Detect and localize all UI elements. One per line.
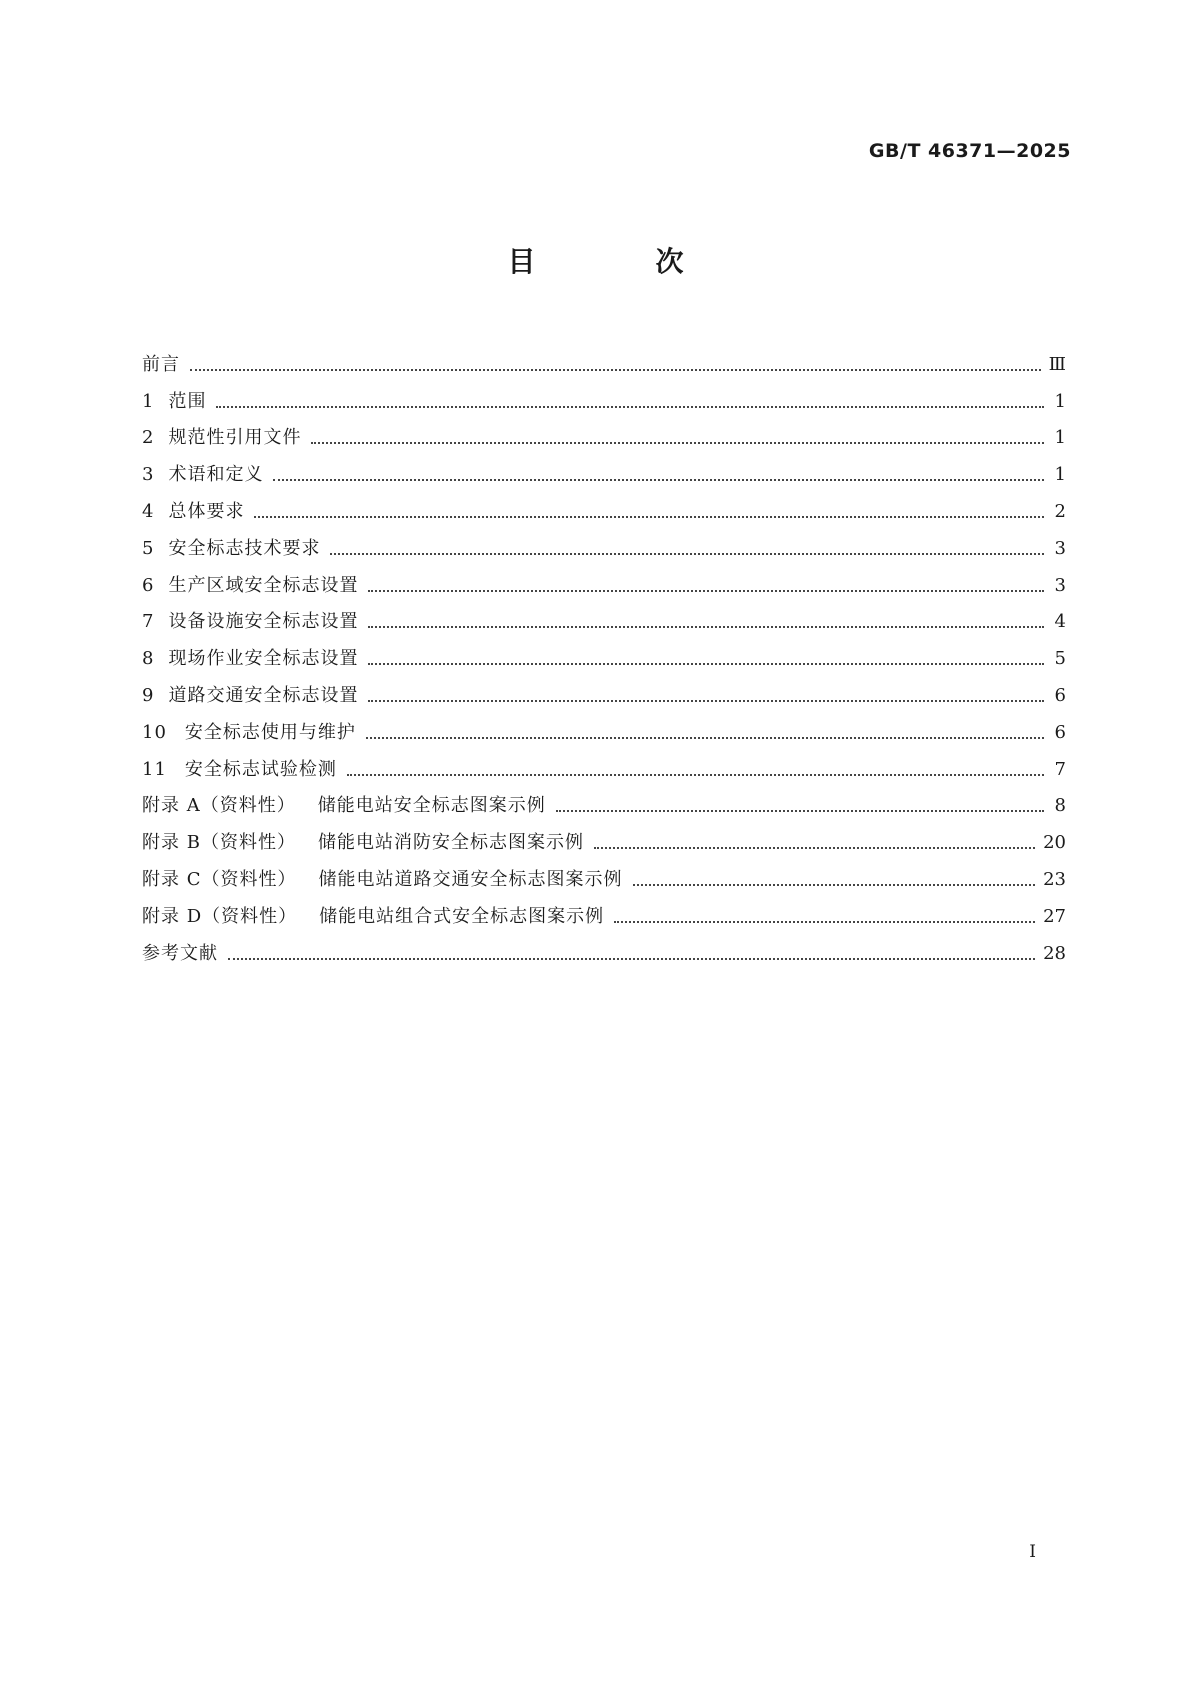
- toc-entry-clause-7[interactable]: [142, 598, 1066, 635]
- toc-page-number: 8: [1054, 795, 1066, 817]
- toc-entry-annex-b[interactable]: [142, 818, 1066, 855]
- toc-clause-number: 1: [142, 390, 155, 412]
- toc-annex-label: 附录 D: [142, 905, 203, 927]
- toc-clause-number: 8: [142, 648, 155, 670]
- toc-entry-annex-d[interactable]: [142, 892, 1066, 929]
- toc-page-number: 1: [1054, 390, 1066, 412]
- toc-entry-title: 储能电站道路交通安全标志图案示例: [318, 868, 623, 890]
- toc-entry-title: 储能电站组合式安全标志图案示例: [319, 905, 605, 927]
- toc-dot-leader: [633, 884, 1036, 886]
- toc-dot-leader: [614, 921, 1035, 923]
- toc-entry-bibliography[interactable]: [142, 929, 1066, 966]
- toc-entry-clause-9[interactable]: [142, 671, 1066, 708]
- toc-page-number: 23: [1043, 868, 1066, 890]
- toc-page-number: 27: [1043, 905, 1066, 927]
- toc-dot-leader: [368, 626, 1044, 628]
- toc-entry-title: 安全标志技术要求: [168, 537, 321, 559]
- toc-annex-nature: （资料性）: [200, 832, 296, 854]
- toc-entry-clause-1[interactable]: [142, 377, 1066, 414]
- toc-dot-leader: [594, 847, 1035, 849]
- toc-annex-nature: （资料性）: [201, 868, 297, 890]
- toc-page-number: 1: [1054, 464, 1066, 486]
- toc-clause-number: 11: [142, 758, 167, 780]
- toc-entry-annex-a[interactable]: [142, 782, 1066, 819]
- toc-entry-title: 前言: [142, 353, 180, 375]
- toc-annex-nature: （资料性）: [200, 795, 296, 817]
- toc-clause-number: 7: [142, 611, 155, 633]
- toc-page-number: Ⅲ: [1048, 353, 1066, 375]
- toc-entry-clause-4[interactable]: [142, 487, 1066, 524]
- toc-entry-title: 安全标志使用与维护: [184, 721, 356, 743]
- toc-clause-number: 3: [142, 464, 155, 486]
- toc-page-number: 3: [1054, 574, 1066, 596]
- toc-page-number: 1: [1054, 427, 1066, 449]
- toc-dot-leader: [347, 774, 1044, 776]
- page-number: I: [1029, 1542, 1036, 1562]
- toc-dot-leader: [368, 663, 1044, 665]
- toc-entry-title: 储能电站安全标志图案示例: [317, 795, 546, 817]
- toc-page-number: 20: [1043, 832, 1066, 854]
- toc-entry-title: 总体要求: [168, 500, 245, 522]
- toc-clause-number: 9: [142, 684, 155, 706]
- toc-entry-annex-c[interactable]: [142, 855, 1066, 892]
- toc-entry-clause-8[interactable]: [142, 634, 1066, 671]
- toc-clause-number: 2: [142, 427, 155, 449]
- toc-entry-clause-6[interactable]: [142, 561, 1066, 598]
- toc-entry-title: 规范性引用文件: [168, 427, 302, 449]
- table-of-contents: [142, 340, 1066, 966]
- toc-page-number: 3: [1054, 537, 1066, 559]
- toc-clause-number: 4: [142, 500, 155, 522]
- toc-dot-leader: [273, 479, 1044, 481]
- toc-clause-number: 6: [142, 574, 155, 596]
- toc-page-number: 5: [1054, 648, 1066, 670]
- toc-page-number: 7: [1054, 758, 1066, 780]
- toc-dot-leader: [366, 737, 1044, 739]
- toc-entry-title: 范围: [168, 390, 207, 412]
- toc-dot-leader: [216, 406, 1044, 408]
- toc-clause-number: 10: [142, 721, 167, 743]
- toc-entry-title: 参考文献: [142, 942, 218, 964]
- toc-entry-foreword[interactable]: [142, 340, 1066, 377]
- toc-entry-clause-5[interactable]: [142, 524, 1066, 561]
- toc-entry-title: 安全标志试验检测: [184, 758, 337, 780]
- toc-dot-leader: [190, 369, 1041, 371]
- toc-dot-leader: [228, 958, 1035, 960]
- toc-dot-leader: [254, 516, 1044, 518]
- toc-entry-title: 现场作业安全标志设置: [168, 648, 359, 670]
- toc-entry-clause-3[interactable]: [142, 450, 1066, 487]
- toc-dot-leader: [311, 442, 1044, 444]
- toc-heading: 目 次: [507, 245, 730, 278]
- toc-page-number: 6: [1054, 684, 1066, 706]
- standard-code: GB/T 46371—2025: [868, 140, 1071, 162]
- toc-dot-leader: [368, 700, 1044, 702]
- toc-dot-leader: [330, 553, 1044, 555]
- toc-page-number: 28: [1043, 942, 1066, 964]
- toc-entry-title: 道路交通安全标志设置: [168, 684, 359, 706]
- toc-annex-label: 附录 C: [142, 868, 202, 890]
- toc-dot-leader: [368, 590, 1044, 592]
- toc-entry-clause-2[interactable]: [142, 414, 1066, 451]
- toc-entry-title: 生产区域安全标志设置: [168, 574, 359, 596]
- toc-clause-number: 5: [142, 537, 155, 559]
- toc-page-number: 2: [1054, 500, 1066, 522]
- toc-entry-title: 设备设施安全标志设置: [168, 611, 359, 633]
- toc-dot-leader: [556, 810, 1044, 812]
- toc-entry-title: 术语和定义: [168, 464, 264, 486]
- toc-entry-title: 储能电站消防安全标志图案示例: [317, 832, 584, 854]
- toc-entry-clause-10[interactable]: [142, 708, 1066, 745]
- toc-annex-nature: （资料性）: [202, 905, 298, 927]
- toc-page-number: 4: [1054, 611, 1066, 633]
- toc-entry-clause-11[interactable]: [142, 745, 1066, 782]
- toc-page-number: 6: [1054, 721, 1066, 743]
- toc-annex-label: 附录 A: [142, 795, 201, 817]
- toc-annex-label: 附录 B: [142, 832, 201, 854]
